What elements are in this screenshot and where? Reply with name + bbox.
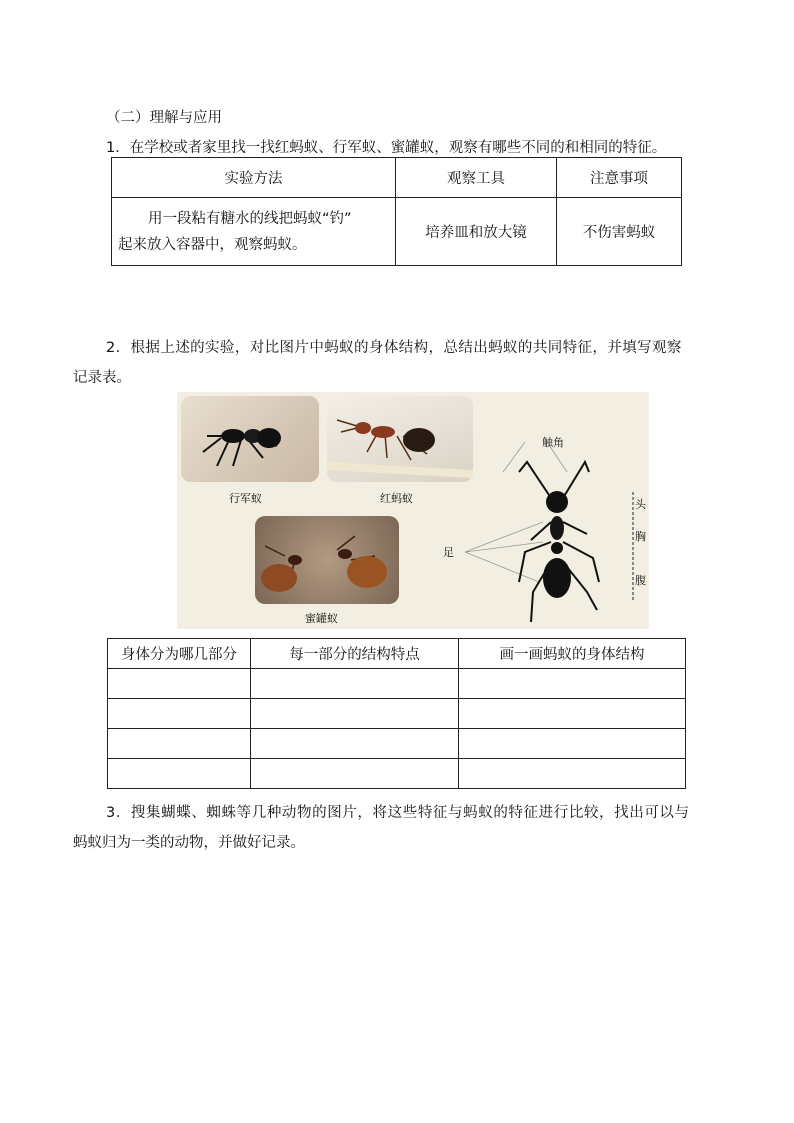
cell-note: 不伤害蚂蚁 [557, 198, 682, 266]
label-abdomen: 腹 [635, 574, 646, 587]
header-body-parts: 身体分为哪几部分 [108, 639, 251, 669]
label-legs: 足 [443, 546, 454, 559]
method-line-1: 用一段粘有糖水的线把蚂蚁“钓” [148, 210, 352, 227]
honey-ant-illustration [255, 516, 399, 604]
blank-cell[interactable] [459, 699, 686, 729]
caption-army-ant: 行军蚁 [229, 492, 262, 505]
experiment-table [111, 157, 682, 266]
label-antenna: 触角 [542, 436, 564, 449]
question-1-text: 1．在学校或者家里找一找红蚂蚁、行军蚁、蜜罐蚁，观察有哪些不同的和相同的特征。 [106, 140, 667, 156]
header-tool: 观察工具 [396, 158, 557, 198]
section-title: （二）理解与应用 [106, 110, 222, 126]
header-note: 注意事项 [557, 158, 682, 198]
caption-honey-ant: 蜜罐蚁 [305, 612, 338, 625]
blank-cell[interactable] [108, 759, 251, 789]
header-method: 实验方法 [112, 158, 396, 198]
blank-cell[interactable] [251, 759, 459, 789]
header-structure-features: 每一部分的结构特点 [251, 639, 459, 669]
question-2-line-2: 记录表。 [73, 370, 131, 386]
blank-cell[interactable] [459, 729, 686, 759]
blank-cell[interactable] [108, 729, 251, 759]
ant-anatomy-diagram [447, 432, 649, 629]
label-head: 头 [635, 498, 646, 511]
ant-comparison-figure [177, 392, 649, 629]
army-ant-photo [181, 396, 319, 482]
method-line-2: 起来放入容器中，观察蚂蚁。 [118, 236, 307, 253]
blank-cell[interactable] [459, 759, 686, 789]
blank-cell[interactable] [108, 669, 251, 699]
blank-cell[interactable] [251, 729, 459, 759]
caption-red-ant: 红蚂蚁 [380, 492, 413, 505]
blank-cell[interactable] [459, 669, 686, 699]
header-draw-structure: 画一画蚂蚁的身体结构 [459, 639, 686, 669]
blank-cell[interactable] [251, 669, 459, 699]
blank-cell[interactable] [108, 699, 251, 729]
question-3-line-1: 3．搜集蝴蝶、蜘蛛等几种动物的图片，将这些特征与蚂蚁的特征进行比较，找出可以与 [106, 805, 690, 821]
observation-record-table [107, 638, 686, 789]
cell-tool: 培养皿和放大镜 [396, 198, 557, 266]
cell-method [112, 198, 396, 266]
blank-cell[interactable] [251, 699, 459, 729]
label-thorax: 胸 [635, 530, 646, 543]
question-3-line-2: 蚂蚁归为一类的动物，并做好记录。 [73, 835, 305, 851]
question-2-line-1: 2．根据上述的实验，对比图片中蚂蚁的身体结构，总结出蚂蚁的共同特征，并填写观察 [106, 340, 682, 356]
army-ant-illustration [181, 396, 319, 482]
honey-ant-photo [255, 516, 399, 604]
